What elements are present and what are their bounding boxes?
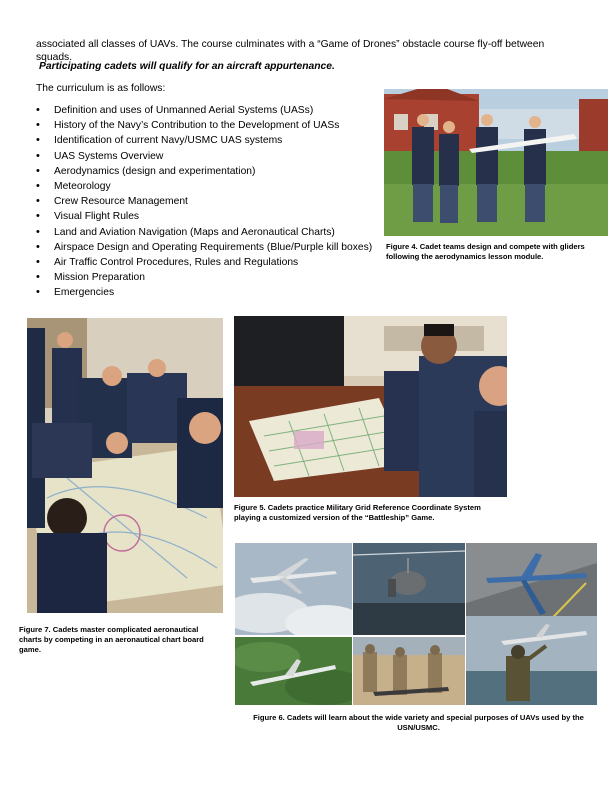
figure-6-photo-hand-launch — [466, 616, 597, 705]
curriculum-intro: The curriculum is as follows: — [36, 83, 166, 94]
figure-6-photo-helicopter — [353, 543, 465, 635]
list-item: • Identification of current Navy/USMC UAS systems — [36, 133, 381, 148]
list-item: • Definition and uses of Unmanned Aerial Systems (UASs) — [36, 103, 381, 118]
figure-5-caption: Figure 5. Cadets practice Military Grid Reference Coordinate System playing a customized version of the “Battleship” Game. — [234, 503, 481, 522]
figure-4-caption: Figure 4. Cadet teams design and compete with gliders following the aerodynamics lesson module. — [386, 242, 585, 261]
figure-6-photo-desert-team — [353, 637, 465, 705]
list-item: • History of the Navy’s Contribution to the Development of UASs — [36, 118, 381, 133]
list-item: • Airspace Design and Operating Requirements (Blue/Purple kill boxes) — [36, 240, 381, 255]
list-item: • Mission Preparation — [36, 270, 381, 285]
list-item: • Meteorology — [36, 179, 381, 194]
list-item: • Air Traffic Control Procedures, Rules and Regulations — [36, 255, 381, 270]
curriculum-list — [36, 103, 381, 300]
list-item: • UAS Systems Overview — [36, 149, 381, 164]
figure-7-caption: Figure 7. Cadets master complicated aeronautical charts by competing in an aeronautical chart board game. — [19, 625, 204, 654]
figure-6-photo-uav-forest — [235, 637, 352, 705]
highlight-statement: Participating cadets will qualify for an aircraft appurtenance. — [39, 61, 335, 72]
figure-6-caption: Figure 6. Cadets will learn about the wide variety and special purposes of UAVs used by the USN/USMC. — [253, 713, 584, 732]
figure-4-photo — [384, 89, 608, 236]
figure-5-photo — [234, 316, 507, 497]
list-item: • Visual Flight Rules — [36, 209, 381, 224]
list-item: • Aerodynamics (design and experimentation) — [36, 164, 381, 179]
list-item: • Land and Aviation Navigation (Maps and Aeronautical Charts) — [36, 225, 381, 240]
intro-paragraph: associated all classes of UAVs. The course culminates with a “Game of Drones” obstacle course fly-off between squads. — [36, 39, 545, 63]
figure-7-photo — [27, 318, 223, 613]
figure-6-photo-uav-clouds — [235, 543, 352, 635]
list-item: • Crew Resource Management — [36, 194, 381, 209]
list-item: • Emergencies — [36, 285, 381, 300]
